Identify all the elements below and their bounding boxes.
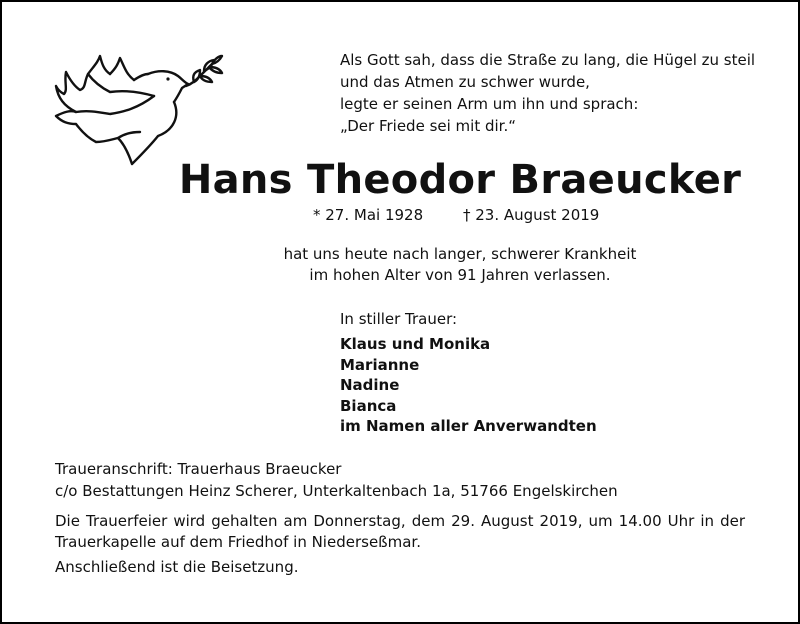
poem-line: Als Gott sah, dass die Straße zu lang, die Hügel zu steil <box>340 51 756 69</box>
message-line: hat uns heute nach langer, schwerer Krankheit <box>283 245 637 263</box>
burial-info: Anschließend ist die Beisetzung. <box>55 558 299 576</box>
message-line: im hohen Alter von 91 Jahren verlassen. <box>309 266 611 284</box>
mourner: Klaus und Monika <box>340 335 491 353</box>
address-line: Traueranschrift: Trauerhaus Braeucker <box>55 460 342 478</box>
birth-date: * 27. Mai 1928 <box>313 206 424 224</box>
mourning-label: In stiller Trauer: <box>340 310 458 328</box>
ceremony-line: Die Trauerfeier wird gehalten am Donnerstag, dem 29. August 2019, um 14.00 Uhr in der <box>55 512 745 530</box>
poem-line: legte er seinen Arm um ihn und sprach: <box>340 95 639 113</box>
deceased-name: Hans Theodor Braeucker <box>178 157 742 203</box>
mourning-address <box>55 458 618 502</box>
address-line: c/o Bestattungen Heinz Scherer, Unterkaltenbach 1a, 51766 Engelskirchen <box>55 482 618 500</box>
mourner: Marianne <box>340 355 420 374</box>
mourner: Bianca <box>340 396 397 415</box>
poem-line: und das Atmen zu schwer wurde, <box>340 73 590 91</box>
passing-message <box>0 244 800 286</box>
mourner: im Namen aller Anverwandten <box>340 417 597 435</box>
mourner: Nadine <box>340 376 400 394</box>
death-date: † 23. August 2019 <box>463 206 600 224</box>
poem <box>340 49 780 137</box>
ceremony-info <box>55 511 745 553</box>
mourners-list <box>340 334 597 437</box>
poem-line: „Der Friede sei mit dir.“ <box>340 117 516 135</box>
ceremony-line: Trauerkapelle auf dem Friedhof in Niederseßmar. <box>55 533 421 551</box>
